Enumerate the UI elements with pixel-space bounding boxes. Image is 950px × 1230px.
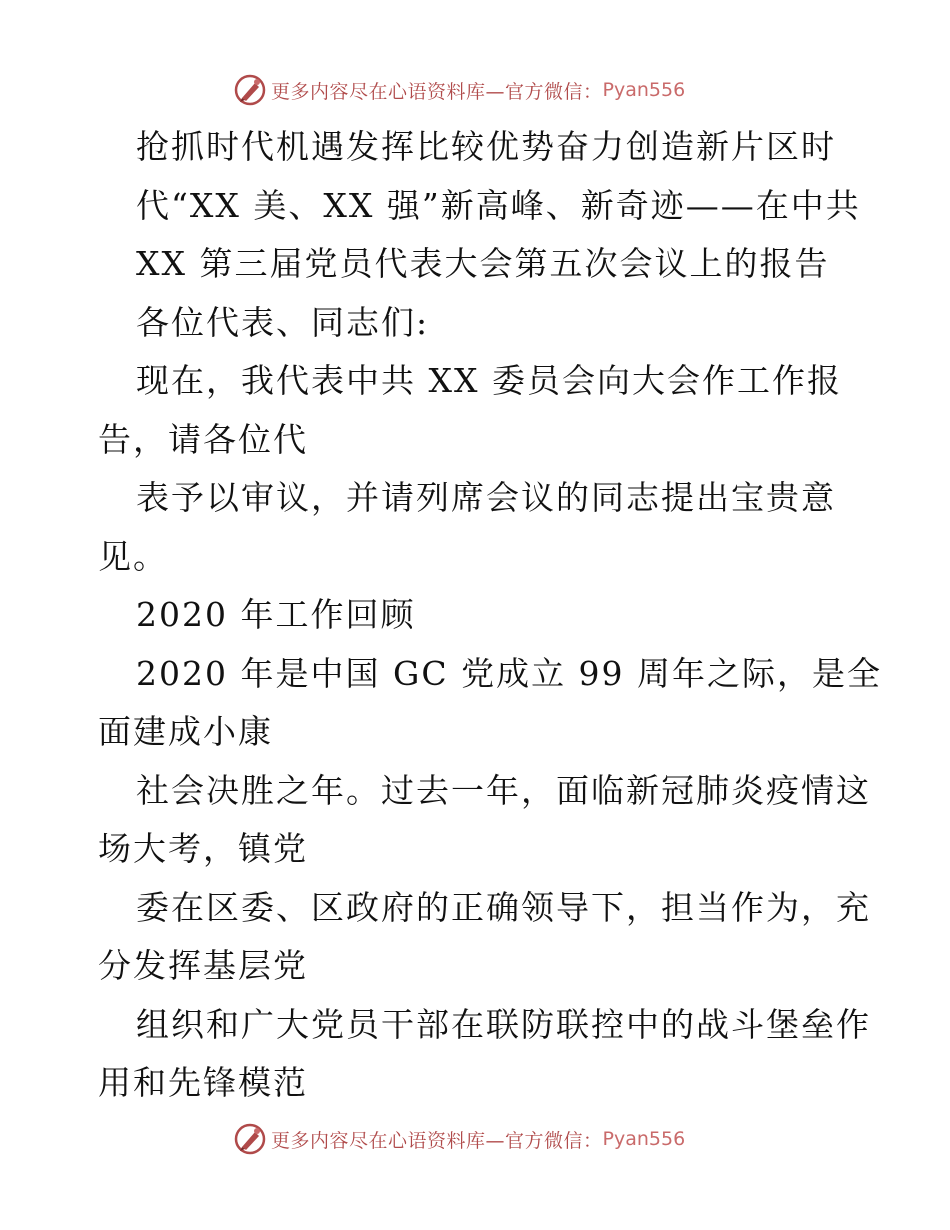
text-line: 社会决胜之年。过去一年，面临新冠肺炎疫情这 [136, 770, 871, 810]
text-line: 2020 年是中国 GC 党成立 99 周年之际，是全 [136, 653, 883, 693]
text-line: XX 第三届党员代表大会第五次会议上的报告 [136, 244, 830, 283]
text-line: 见。 [98, 536, 168, 576]
watermark-text: 更多内容尽在心语资料库—官方微信： [271, 1129, 603, 1152]
text-line: 委在区委、区政府的正确领导下，担当作为，充 [136, 887, 871, 927]
text-line: 代“XX 美、XX 强”新高峰、新奇迹——在中共 [136, 185, 861, 225]
text-line: 分发挥基层党 [98, 946, 308, 985]
document-body [98, 118, 883, 1113]
pen-logo-icon [233, 73, 267, 107]
text-line: 抢抓时代机遇发挥比较优势奋力创造新片区时 [136, 127, 836, 166]
text-line: 面建成小康 [98, 712, 273, 751]
text-line: 用和先锋模范 [98, 1063, 308, 1102]
watermark-wechat-id: Pyan556 [602, 79, 686, 101]
watermark-wechat-id: Pyan556 [602, 1128, 686, 1150]
text-line: 组织和广大党员干部在联防联控中的战斗堡垒作 [136, 1004, 871, 1044]
text-line: 2020 年工作回顾 [136, 595, 416, 634]
header-watermark [233, 73, 685, 107]
text-line: 告，请各位代 [98, 419, 308, 459]
text-line: 场大考，镇党 [98, 829, 308, 868]
pen-logo-icon [233, 1122, 267, 1156]
text-line: 表予以审议，并请列席会议的同志提出宝贵意 [136, 478, 836, 517]
text-line: 现在，我代表中共 XX 委员会向大会作工作报 [136, 361, 842, 400]
footer-watermark [233, 1122, 685, 1156]
text-line: 各位代表、同志们: [136, 302, 430, 342]
watermark-text: 更多内容尽在心语资料库—官方微信： [271, 80, 603, 103]
